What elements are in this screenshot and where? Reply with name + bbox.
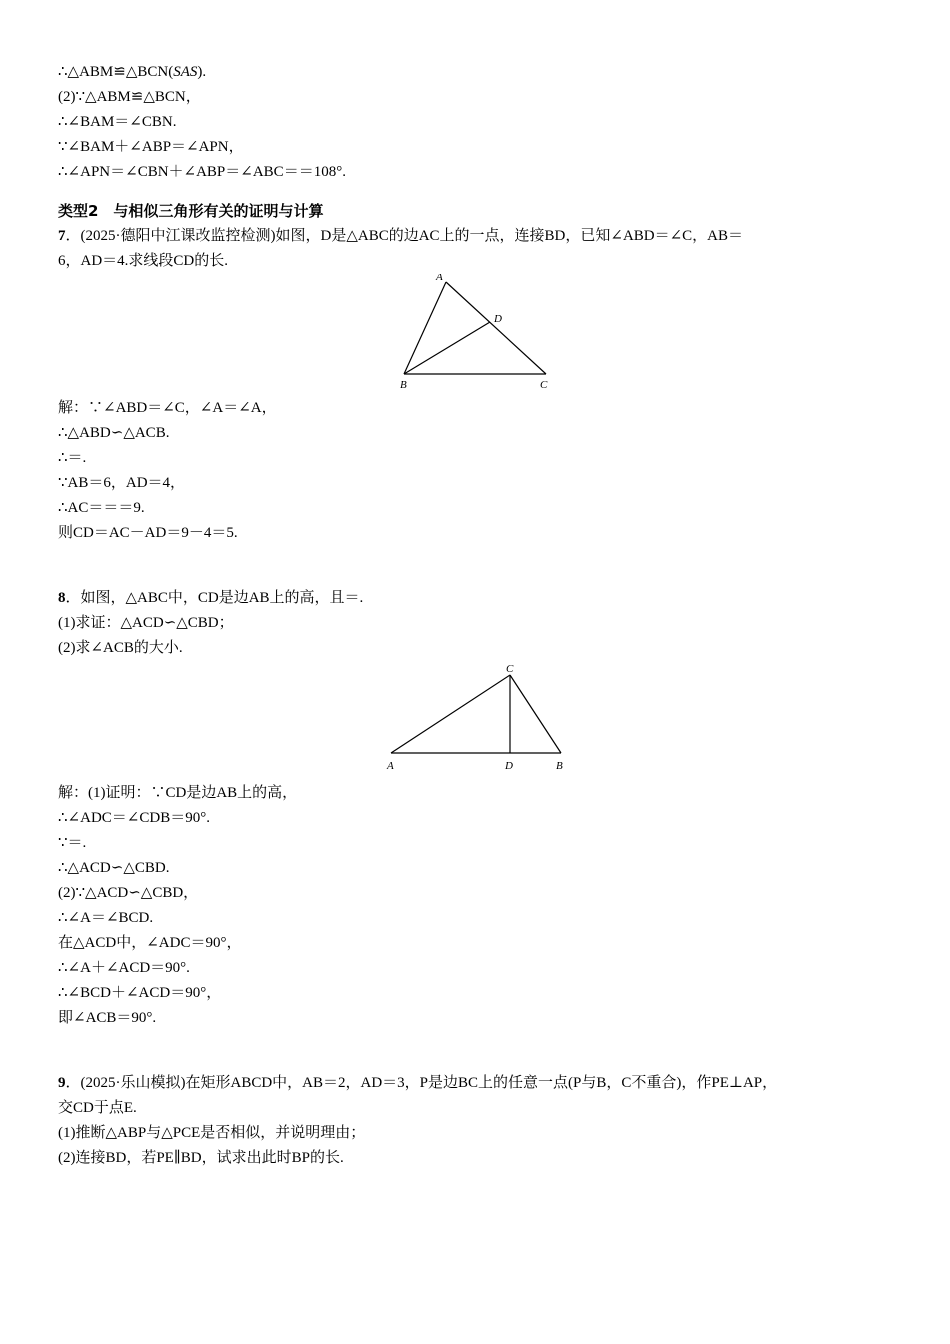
solution-line: ∴∠BCD＋∠ACD＝90°， bbox=[58, 985, 222, 1001]
solution-line: ∴△ACD∽△CBD. bbox=[58, 860, 170, 876]
proof-line: ∴∠APN＝∠CBN＋∠ABP＝∠ABC＝＝108°. bbox=[58, 164, 346, 180]
solution-line: 即∠ACB＝90°. bbox=[58, 1010, 157, 1026]
triangle-abc-figure-q7 bbox=[58, 274, 898, 396]
vertex-label-b: B bbox=[400, 379, 407, 391]
solution-line: ∵AB＝6，AD＝4， bbox=[58, 475, 186, 491]
question-8-solution bbox=[58, 781, 898, 1031]
question-9-text: 9．(2025·乐山模拟)在矩形ABCD中，AB＝2，AD＝3，P是边BC上的任意一点(P与B，C不重合)，作PE⊥AP， bbox=[58, 1075, 778, 1091]
document-page bbox=[58, 60, 898, 1171]
solution-line: 解：∵∠ABD＝∠C，∠A＝∠A， bbox=[58, 400, 277, 416]
solution-line: ∴∠A＋∠ACD＝90°. bbox=[58, 960, 190, 976]
solution-line: 解：(1)证明：∵CD是边AB上的高， bbox=[58, 785, 298, 801]
question-7-text-cont: 6，AD＝4.求线段CD的长. bbox=[58, 253, 229, 269]
solution-line: ∴AC＝＝＝9. bbox=[58, 500, 145, 516]
proof-line: ∴△ABM≌△BCN(SAS). bbox=[58, 64, 207, 80]
question-7-solution bbox=[58, 396, 898, 546]
vertex-label-a: A bbox=[387, 760, 394, 772]
vertex-label-d: D bbox=[494, 313, 502, 325]
vertex-label-a: A bbox=[436, 274, 443, 283]
question-7-text: 7．(2025·德阳中江课改监控检测)如图，D是△ABC的边AC上的一点，连接BD，已知∠ABD＝∠C，AB＝ bbox=[58, 228, 744, 244]
question-8-text: 8．如图，△ABC中，CD是边AB上的高，且＝. bbox=[58, 590, 364, 606]
solution-line: 在△ACD中，∠ADC＝90°， bbox=[58, 935, 242, 951]
vertex-label-c: C bbox=[540, 379, 548, 391]
vertex-label-c: C bbox=[506, 663, 514, 675]
question-8-part: (1)求证：△ACD∽△CBD； bbox=[58, 615, 234, 631]
proof-line: ∴∠BAM＝∠CBN. bbox=[58, 114, 177, 130]
question-9-part: (2)连接BD，若PE∥BD，试求出此时BP的长. bbox=[58, 1150, 344, 1166]
solution-line: ∴△ABD∽△ACB. bbox=[58, 425, 170, 441]
solution-line: ∴∠A＝∠BCD. bbox=[58, 910, 154, 926]
proof-line: (2)∵△ABM≌△BCN， bbox=[58, 89, 201, 105]
solution-line: ∵＝. bbox=[58, 835, 87, 851]
question-9-text-cont: 交CD于点E. bbox=[58, 1100, 137, 1116]
solution-line: 则CD＝AC－AD＝9－4＝5. bbox=[58, 525, 238, 541]
solution-line: ∴∠ADC＝∠CDB＝90°. bbox=[58, 810, 210, 826]
proof-line: ∵∠BAM＋∠ABP＝∠APN， bbox=[58, 139, 244, 155]
question-9-part: (1)推断△ABP与△PCE是否相似，并说明理由； bbox=[58, 1125, 366, 1141]
vertex-label-d: D bbox=[505, 760, 513, 772]
solution-line: (2)∵△ACD∽△CBD， bbox=[58, 885, 199, 901]
vertex-label-b: B bbox=[556, 760, 563, 772]
right-triangle-figure-q8 bbox=[58, 661, 898, 781]
question-8-part: (2)求∠ACB的大小. bbox=[58, 640, 183, 656]
solution-line: ∴＝. bbox=[58, 450, 87, 466]
section-heading: 类型2 与相似三角形有关的证明与计算 bbox=[58, 202, 324, 220]
